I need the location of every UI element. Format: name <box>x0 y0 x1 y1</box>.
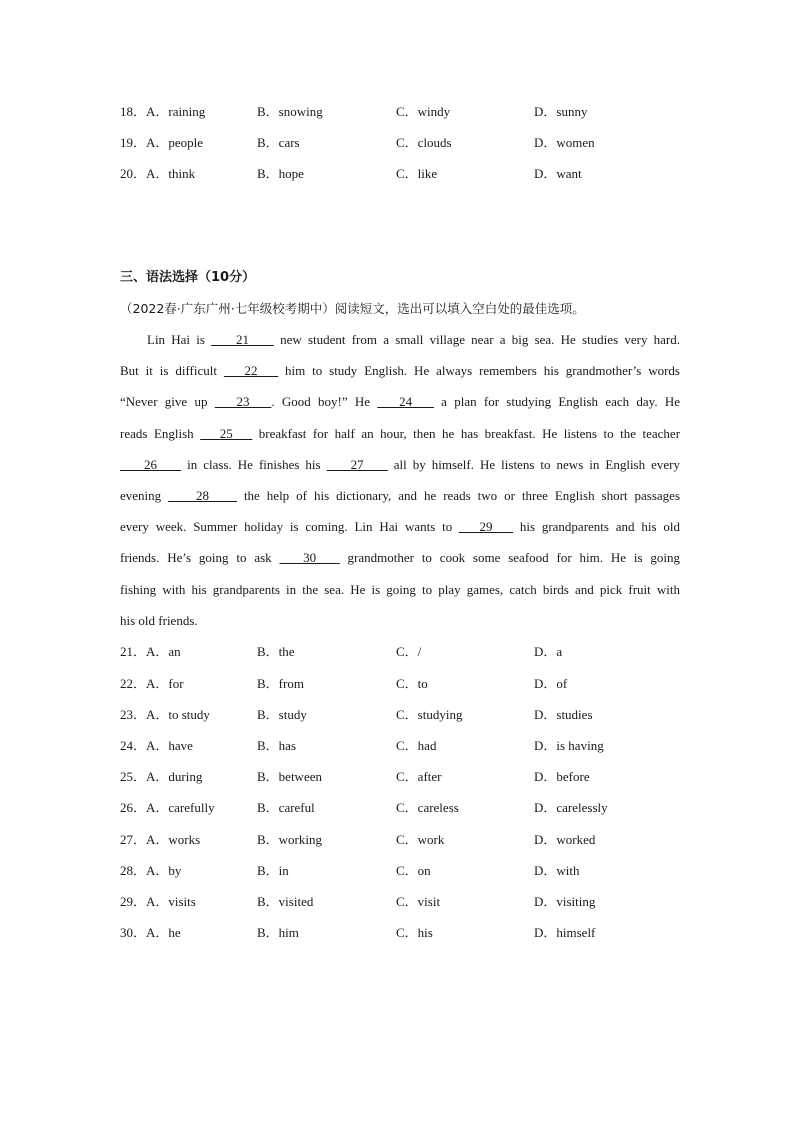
passage-line <box>120 391 680 422</box>
passage-text: all by himself. He listens to news in English every <box>387 456 680 472</box>
question-20-option-d: D．want <box>534 166 582 181</box>
question-row-25 <box>120 767 680 787</box>
question-row-18 <box>120 102 680 122</box>
question-23-option-b: B．study <box>257 707 307 722</box>
passage-line <box>120 485 680 516</box>
question-25-option-c: C．after <box>396 769 442 784</box>
question-29-option-c: C．visit <box>396 894 441 909</box>
question-row-30 <box>120 923 680 943</box>
section-source: （2022春·广东广州·七年级校考期中）阅读短文，选出可以填入空白处的最佳选项。 <box>120 301 585 316</box>
passage-text: a plan for studying English each day. He <box>433 394 681 410</box>
question-row-26 <box>120 798 680 818</box>
passage-text: Lin Hai is <box>147 332 212 347</box>
reading-passage <box>120 329 680 641</box>
question-22-option-a: 22．A．for <box>120 676 184 691</box>
question-row-24 <box>120 736 680 756</box>
question-row-27 <box>120 830 680 850</box>
question-18-option-d: D．sunny <box>534 104 588 119</box>
question-23-option-c: C．studying <box>396 707 463 722</box>
question-20-option-c: C．like <box>396 166 438 181</box>
passage-line <box>120 454 680 485</box>
passage-text: the help of his dictionary, and he reads two or three English short passages <box>236 487 681 503</box>
passage-text: . Good boy!” He <box>271 394 378 410</box>
passage-text: “Never give up <box>120 394 215 410</box>
question-18-option-b: B．snowing <box>257 104 323 119</box>
question-row-23 <box>120 705 680 725</box>
question-25-option-d: D．before <box>534 769 590 784</box>
passage-text: grandmother to cook some seafood for him. He is going <box>339 550 681 566</box>
question-22-option-b: B．from <box>257 676 304 691</box>
blank-21: 21 <box>211 332 274 347</box>
passage-text: evening <box>120 487 169 503</box>
question-row-21 <box>120 642 680 662</box>
question-22-option-d: D．of <box>534 676 568 691</box>
blank-28: 28 <box>168 487 237 503</box>
question-20-option-a: 20．A．think <box>120 166 196 181</box>
question-26-option-d: D．carelessly <box>534 800 608 815</box>
passage-line <box>120 360 680 391</box>
blank-30: 30 <box>279 550 340 566</box>
question-19-option-a: 19．A．people <box>120 135 204 150</box>
question-23-option-d: D．studies <box>534 707 593 722</box>
passage-line <box>120 579 680 610</box>
question-18-option-a: 18．A．raining <box>120 104 206 119</box>
question-21-option-b: B．the <box>257 644 295 659</box>
question-row-28 <box>120 861 680 881</box>
question-29-option-d: D．visiting <box>534 894 596 909</box>
question-27-option-d: D．worked <box>534 832 596 847</box>
question-27-option-a: 27．A．works <box>120 832 201 847</box>
question-19-option-c: C．clouds <box>396 135 452 150</box>
question-row-20 <box>120 164 680 184</box>
question-24-option-c: C．had <box>396 738 437 753</box>
question-21-option-a: 21．A．an <box>120 644 181 659</box>
question-29-option-a: 29．A．visits <box>120 894 196 909</box>
question-22-option-c: C．to <box>396 676 428 691</box>
question-24-option-a: 24．A．have <box>120 738 193 753</box>
question-27-option-b: B．working <box>257 832 323 847</box>
question-26-option-c: C．careless <box>396 800 459 815</box>
question-28-option-d: D．with <box>534 863 580 878</box>
section-title: 三、语法选择（10分） <box>120 270 256 285</box>
blank-24: 24 <box>377 394 434 410</box>
question-30-option-b: B．him <box>257 925 299 940</box>
question-27-option-c: C．work <box>396 832 445 847</box>
passage-line <box>120 329 680 360</box>
question-19-option-b: B．cars <box>257 135 300 150</box>
blank-26: 26 <box>120 456 182 472</box>
blank-22: 22 <box>223 363 279 379</box>
question-row-19 <box>120 133 680 153</box>
blank-29: 29 <box>459 519 513 535</box>
passage-text: new student from a small village near a big sea. He studies very hard. <box>273 332 681 347</box>
question-28-option-a: 28．A．by <box>120 863 182 878</box>
blank-23: 23 <box>214 394 272 410</box>
question-30-option-a: 30．A．he <box>120 925 181 940</box>
passage-line <box>120 547 680 578</box>
question-25-option-a: 25．A．during <box>120 769 203 784</box>
passage-text: his grandparents and his old <box>513 519 680 535</box>
blank-25: 25 <box>200 425 253 441</box>
question-29-option-b: B．visited <box>257 894 314 909</box>
question-28-option-c: C．on <box>396 863 431 878</box>
passage-text: fishing with his grandparents in the sea. He is going to play games, catch birds and pick fruit with <box>120 581 680 597</box>
question-26-option-b: B．careful <box>257 800 315 815</box>
passage-text: in class. He finishes his <box>181 456 327 472</box>
question-28-option-b: B．in <box>257 863 289 878</box>
question-21-option-c: C．/ <box>396 644 422 659</box>
question-30-option-d: D．himself <box>534 925 596 940</box>
passage-line <box>120 610 680 641</box>
passage-text: his old friends. <box>120 612 198 628</box>
question-30-option-c: C．his <box>396 925 433 940</box>
passage-text: friends. He’s going to ask <box>120 550 280 566</box>
passage-text: But it is difficult <box>120 363 224 379</box>
question-18-option-c: C．windy <box>396 104 451 119</box>
passage-line <box>120 516 680 547</box>
question-row-22 <box>120 674 680 694</box>
question-24-option-b: B．has <box>257 738 297 753</box>
question-19-option-d: D．women <box>534 135 595 150</box>
blank-27: 27 <box>326 456 388 472</box>
question-23-option-a: 23．A．to study <box>120 707 210 722</box>
question-26-option-a: 26．A．carefully <box>120 800 215 815</box>
passage-text: reads English <box>120 425 201 441</box>
passage-line <box>120 423 680 454</box>
question-25-option-b: B．between <box>257 769 322 784</box>
passage-text: every week. Summer holiday is coming. Lin Hai wants to <box>120 519 460 535</box>
question-20-option-b: B．hope <box>257 166 304 181</box>
question-21-option-d: D．a <box>534 644 563 659</box>
question-24-option-d: D．is having <box>534 738 604 753</box>
passage-text: him to study English. He always remembers his grandmother’s words <box>278 363 680 379</box>
question-row-29 <box>120 892 680 912</box>
passage-text: breakfast for half an hour, then he has breakfast. He listens to the teacher <box>252 425 681 441</box>
